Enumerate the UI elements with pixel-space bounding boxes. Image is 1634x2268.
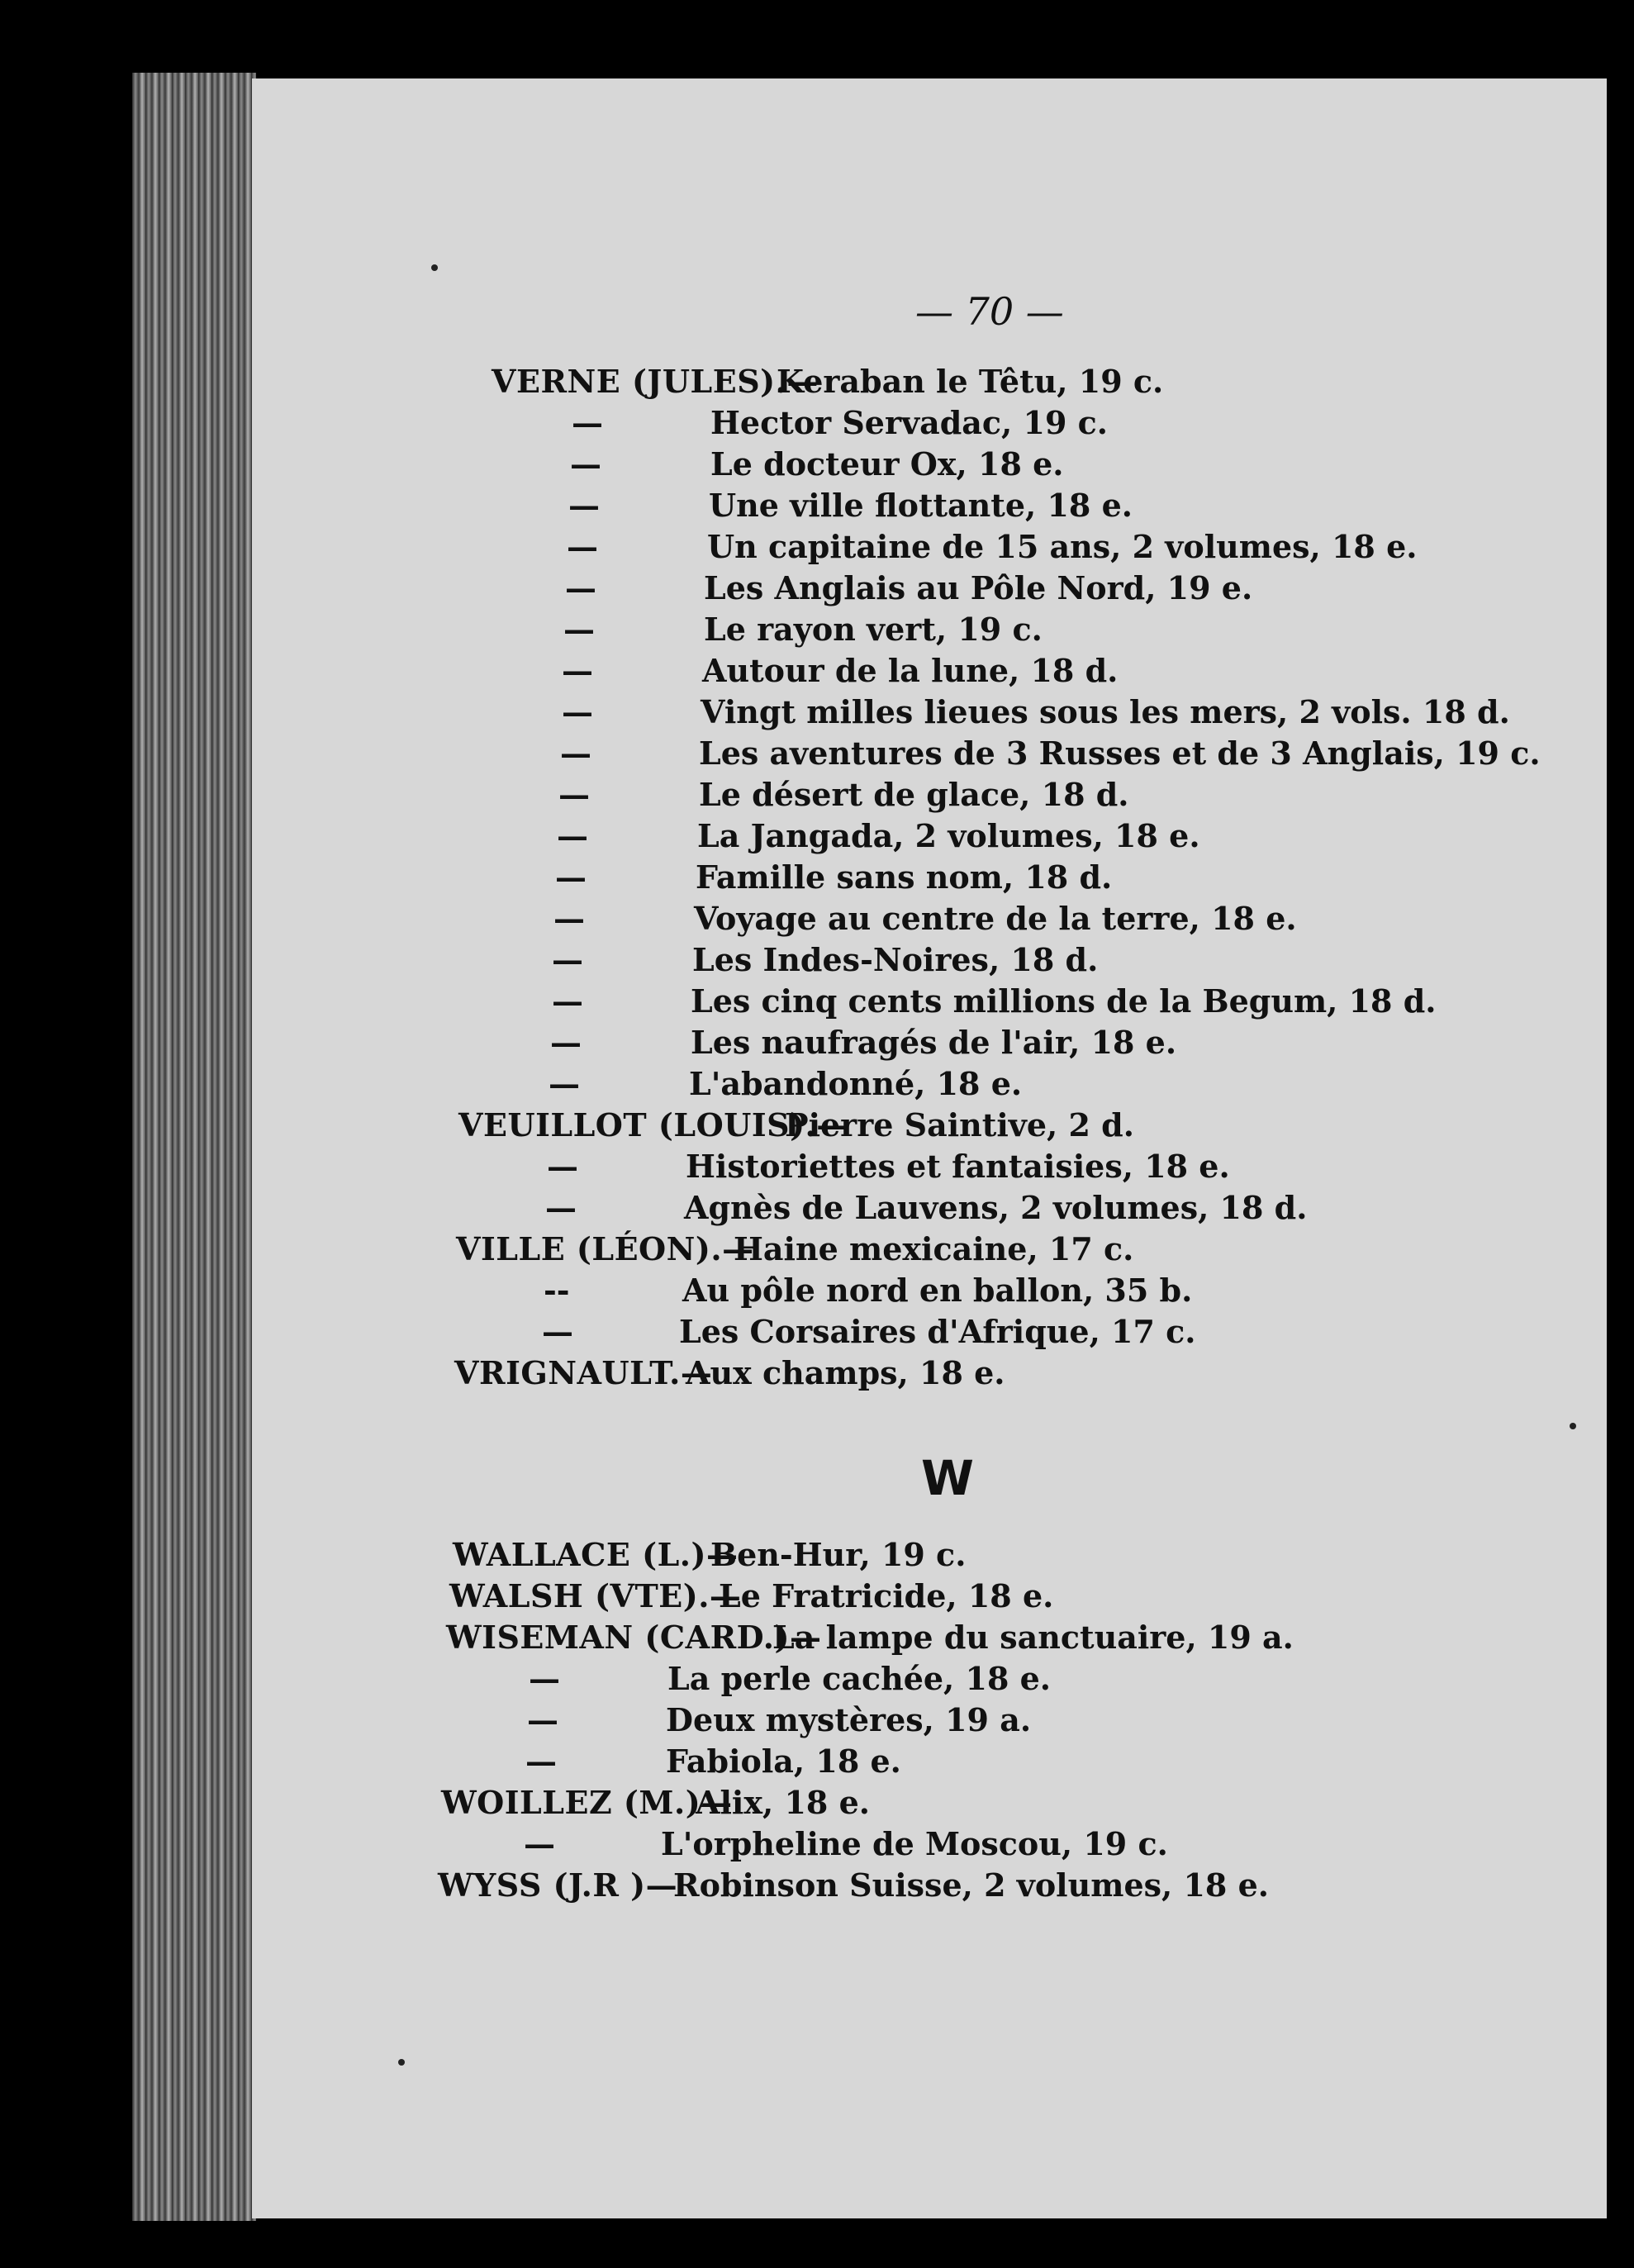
entry-title: Les cinq cents millions de la Begum, 18 d. (691, 982, 1437, 1020)
entry-author: VRIGNAULT.— (454, 1354, 713, 1391)
entry-dash: — (547, 1148, 578, 1185)
section-letter: W (921, 1450, 974, 1506)
entry-dash: — (552, 982, 583, 1020)
entry-title: Vingt milles lieues sous les mers, 2 vols. 18 d. (701, 693, 1510, 730)
entry-title: Robinson Suisse, 2 volumes, 18 e. (673, 1866, 1269, 1904)
entry-dash: — (560, 735, 591, 772)
entry-author: VEUILLOT (LOUIS).— (458, 1106, 848, 1144)
page-edges (132, 73, 256, 2221)
entry-title: Agnès de Lauvens, 2 volumes, 18 d. (684, 1189, 1308, 1226)
entry-dash: — (568, 487, 600, 524)
entry-title: Pierre Saintive, 2 d. (785, 1106, 1134, 1144)
entry-author: VILLE (LÉON).— (456, 1230, 754, 1267)
entry-title: Les Corsaires d'Afrique, 17 c. (679, 1313, 1196, 1350)
entry-title: Voyage au centre de la terre, 18 e. (694, 900, 1297, 937)
entry-dash: — (555, 858, 587, 896)
entry-title: Le désert de glace, 18 d. (699, 776, 1129, 813)
entry-dash: — (527, 1701, 558, 1738)
entry-dash: — (557, 817, 588, 854)
entry-title: Historiettes et fantaisies, 18 e. (686, 1148, 1230, 1185)
entry-title: La perle cachée, 18 e. (667, 1660, 1052, 1697)
entry-dash: — (570, 445, 601, 483)
entry-title: Le Fratricide, 18 e. (719, 1577, 1054, 1614)
entry-dash: — (549, 1065, 580, 1102)
entry-title: La lampe du sanctuaire, 19 a. (772, 1619, 1294, 1656)
entry-title: Le docteur Ox, 18 e. (710, 445, 1064, 483)
entry-title: Au pôle nord en ballon, 35 b. (682, 1272, 1193, 1309)
entry-title: Une ville flottante, 18 e. (709, 487, 1133, 524)
entry-author: WISEMAN (CARD.)— (446, 1619, 822, 1656)
entry-title: Fabiola, 18 e. (666, 1743, 901, 1780)
entry-dash: — (562, 693, 593, 730)
entry-title: Hector Servadac, 19 c. (710, 404, 1108, 441)
entry-dash: — (524, 1825, 555, 1862)
entry-dash: — (553, 900, 585, 937)
entry-dash: — (562, 652, 593, 689)
entry-dash: — (558, 776, 590, 813)
entry-title: L'abandonné, 18 e. (689, 1065, 1023, 1102)
entry-author: WALLACE (L.)— (453, 1536, 739, 1573)
entry-dash: — (525, 1743, 557, 1780)
ink-speck (398, 2059, 405, 2066)
entry-title: Les aventures de 3 Russes et de 3 Anglais, 19 c. (699, 735, 1541, 772)
entry-author: VERNE (JULES).— (492, 363, 819, 400)
entry-title: Ben-Hur, 19 c. (710, 1536, 967, 1573)
entry-dash: — (565, 569, 596, 606)
entry-title: Autour de la lune, 18 d. (702, 652, 1119, 689)
page-number: — 70 — (915, 289, 1064, 334)
entry-author: WYSS (J.R )— (438, 1866, 678, 1904)
entry-dash: -- (544, 1272, 570, 1309)
entry-author: WOILLEZ (M.)— (441, 1784, 733, 1821)
entry-title: Un capitaine de 15 ans, 2 volumes, 18 e. (707, 528, 1418, 565)
entry-title: Les Anglais au Pôle Nord, 19 e. (704, 569, 1253, 606)
entry-title: Le rayon vert, 19 c. (704, 611, 1043, 648)
entry-title: Famille sans nom, 18 d. (696, 858, 1113, 896)
entry-dash: — (529, 1660, 560, 1697)
entry-title: L'orpheline de Moscou, 19 c. (661, 1825, 1168, 1862)
entry-dash: — (567, 528, 598, 565)
entry-dash: — (542, 1313, 573, 1350)
entry-title: Les naufragés de l'air, 18 e. (691, 1024, 1177, 1061)
entry-dash: — (572, 404, 603, 441)
entry-title: Haine mexicaine, 17 c. (734, 1230, 1134, 1267)
entry-title: Les Indes-Noires, 18 d. (692, 941, 1099, 978)
entry-dash: — (545, 1189, 577, 1226)
entry-title: Aux champs, 18 e. (686, 1354, 1005, 1391)
ink-speck (431, 264, 438, 271)
ink-speck (1570, 1423, 1576, 1429)
entry-title: La Jangada, 2 volumes, 18 e. (697, 817, 1200, 854)
entry-dash: — (552, 941, 583, 978)
entry-title: Deux mystères, 19 a. (666, 1701, 1032, 1738)
entry-author: WALSH (VTE).— (449, 1577, 742, 1614)
entry-dash: — (550, 1024, 582, 1061)
entry-dash: — (563, 611, 595, 648)
entry-title: Alix, 18 e. (696, 1784, 870, 1821)
entry-title: Keraban le Têtu, 19 c. (777, 363, 1164, 400)
